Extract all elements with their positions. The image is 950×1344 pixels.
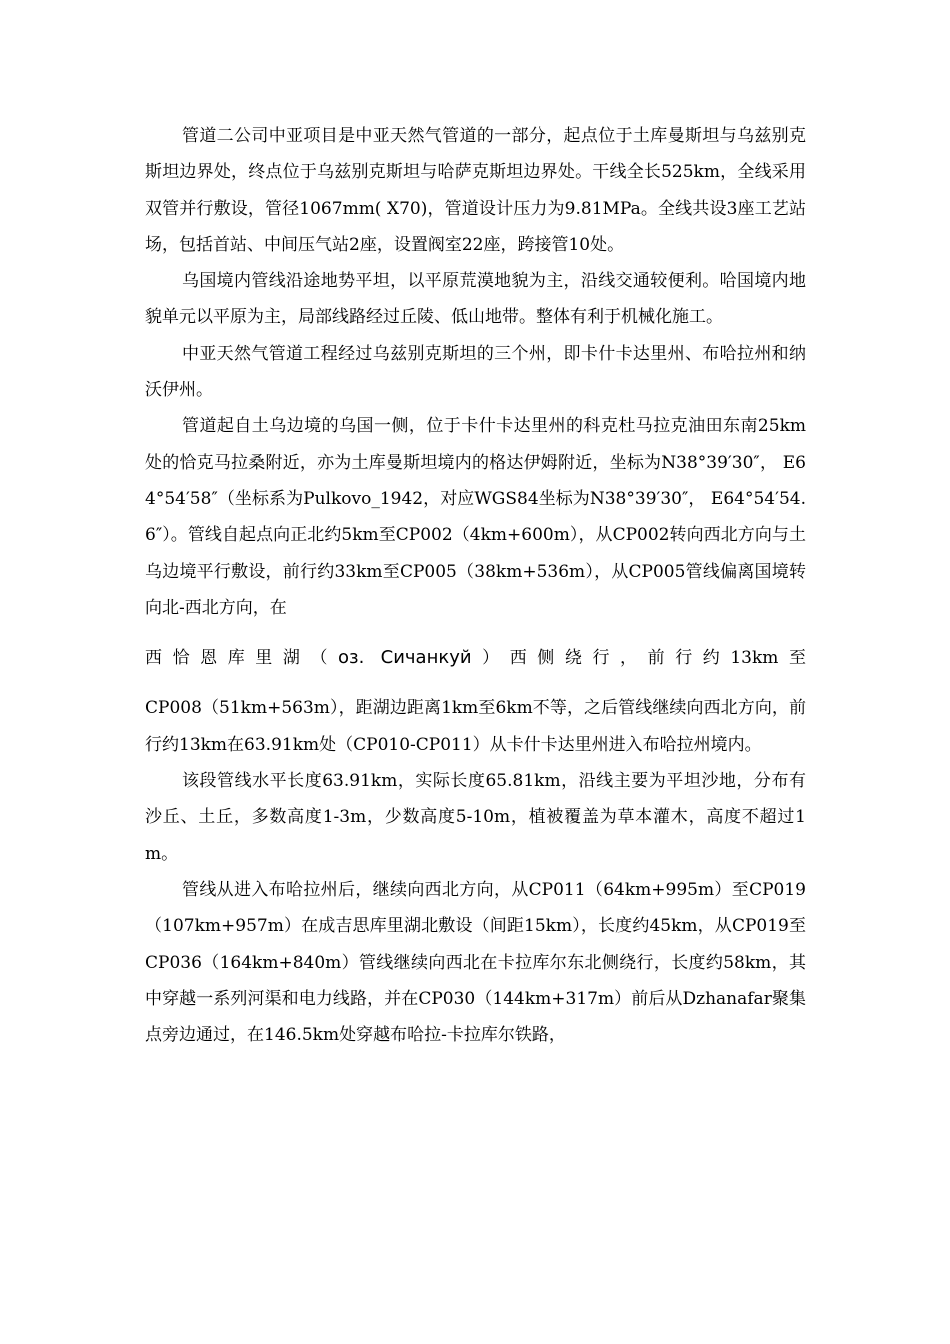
route-start-text: 管道起自土乌边境的乌国一侧，位于卡什卡达里州的科克杜马拉克油田东南25km处的恰克马拉桑附近，亦为土库曼斯坦境内的格达伊姆附近，坐标为N38°39′30″， E64°54′58″（坐标系为Pulkovo_1942，对应WGS84坐标为N38°39′30″， E64°54′54.6″）。管线自起点向正北约5km至CP002（4km+600m），从CP002转向西北方向与土乌边境平行敷设，前行约33km至CP005（38km+536m），从CP005管线偏离国境转向北-西北方向，在 (145, 416, 806, 618)
paragraph-section-length: 该段管线水平长度63.91km，实际长度65.81km，沿线主要为平坦沙地，分布有沙丘、土丘，多数高度1-3m，少数高度5-10m，植被覆盖为草本灌木，高度不超过1m。 (145, 771, 806, 864)
lake-name: оз. Сичанкуй (338, 647, 472, 669)
paragraph-regions: 中亚天然气管道工程经过乌兹别克斯坦的三个州，即卡什卡达里州、布哈拉州和纳沃伊州。 (145, 343, 806, 401)
paragraph-route-start (145, 408, 806, 763)
lake-bypass-line (145, 640, 806, 676)
lake-line-after: ）西侧绕行，前行约13km至 (471, 648, 806, 669)
paragraph-terrain: 乌国境内管线沿途地势平坦，以平原荒漠地貌为主，沿线交通较便利。哈国境内地貌单元以平原为主，局部线路经过丘陵、低山地带。整体有利于机械化施工。 (145, 271, 806, 328)
document-body (145, 118, 806, 1053)
lake-line-before: 西恰恩库里湖（ (145, 648, 339, 669)
paragraph-project-overview: 管道二公司中亚项目是中亚天然气管道的一部分，起点位于土库曼斯坦与乌兹别克斯坦边界处，终点位于乌兹别克斯坦与哈萨克斯坦边界处。干线全长525km，全线采用双管并行敷设，管径1067mm( X70)，管道设计压力为9.81MPa。全线共设3座工艺站场，包括首站、中间压气站2座，设置阀室22座，跨接管10处。 (145, 126, 806, 255)
paragraph-bukhara-route: 管线从进入布哈拉州后，继续向西北方向，从CP011（64km+995m）至CP019（107km+957m）在成吉思库里湖北敷设（间距15km），长度约45km，从CP019至CP036（164km+840m）管线继续向西北在卡拉库尔东北侧绕行，长度约58km，其中穿越一系列河渠和电力线路，并在CP030（144km+317m）前后从Dzhanafar聚集点旁边通过，在146.5km处穿越布哈拉-卡拉库尔铁路， (145, 879, 806, 1046)
route-continuation-text: CP008（51km+563m），距湖边距离1km至6km不等，之后管线继续向西北方向，前行约13km在63.91km处（CP010-CP011）从卡什卡达里州进入布哈拉州境内。 (145, 698, 806, 755)
